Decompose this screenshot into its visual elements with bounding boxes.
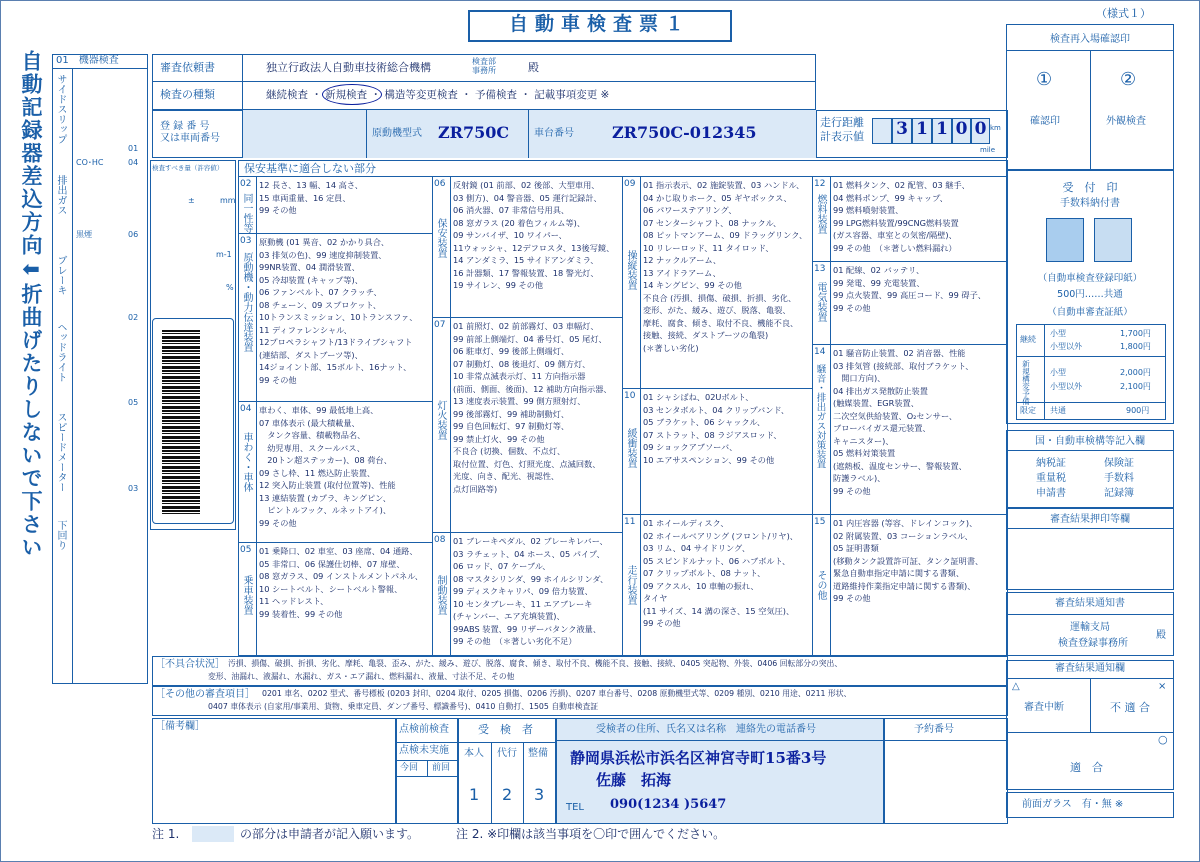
stamp1-caption: （自動車検査登録印紙） bbox=[1037, 273, 1143, 284]
cross-mark: × bbox=[1158, 681, 1167, 692]
fee-group-2: 新規構変予備 bbox=[1021, 360, 1031, 405]
circle-mark: ○ bbox=[1158, 733, 1168, 746]
section-body-13[interactable]: 01 配線、02 バッテリ、 99 発電、99 充電装置、 99 点火装置、99 高圧コード、99 碍子、 99 その他 bbox=[833, 265, 986, 313]
odo-digit[interactable]: 1 bbox=[912, 118, 932, 144]
section-name-08: 制動装置 bbox=[435, 575, 446, 615]
section-no-14: 14 bbox=[814, 347, 826, 357]
insertion-instruction: 自動記録器差込方向⬅折曲げたりしないで下さい bbox=[19, 50, 43, 559]
col-brake: ブレーキ bbox=[55, 255, 66, 295]
unit-percent: % bbox=[226, 283, 234, 292]
front-glass-label[interactable]: 前面ガラス 有・無 ※ bbox=[1022, 799, 1124, 810]
fee-kind-3: 小型以外 bbox=[1050, 382, 1082, 391]
registration-label: 登 録 番 号 又は車両番号 bbox=[160, 121, 220, 144]
reentry-title: 検査再入場確認印 bbox=[1050, 34, 1130, 45]
section-body-03[interactable]: 原動機 (01 異音、02 かかり具合、 03 排気の色)、99 速度抑制装置、 99NR装置、04 潤滑装置、 05 冷却装置 (キャップ等)、 06 ファンベルト、07 クラッチ、 08 チェーン、09 スプロケット、 10トランスミッション、10トランスファ、 11 ディファレンシャル、 12プロペラシャフト/13ドライブシャフト (連結部、ダストブーツ等)、 14ジョイント部、15ボルト、16ナット、 99 その他 bbox=[259, 237, 418, 385]
role-num-2[interactable]: 2 bbox=[502, 785, 513, 804]
defect-status-line2: 変形、油漏れ、液漏れ、水漏れ、ガス・エア漏れ、燃料漏れ、液量、寸法不足、その他 bbox=[208, 672, 515, 681]
col-side-slip: サイドスリップ bbox=[55, 74, 66, 144]
role-proxy: 代行 bbox=[497, 748, 517, 759]
exterior-check-label: 外観検査 bbox=[1106, 116, 1146, 127]
notice-result-title: 審査結果通知欄 bbox=[1055, 663, 1125, 674]
section-no-05: 05 bbox=[240, 545, 252, 555]
co-hc-label: CO･HC bbox=[76, 158, 104, 167]
section-name-10: 緩衝装置 bbox=[625, 428, 636, 468]
code-01: 01 bbox=[128, 144, 139, 153]
form-number: （様式１） bbox=[1096, 7, 1151, 20]
revenue-stamp-1 bbox=[1046, 218, 1084, 262]
section-no-04: 04 bbox=[240, 404, 252, 414]
address-label: 受検者の住所、氏名又は名称 連絡先の電話番号 bbox=[596, 724, 816, 735]
request-dept: 検査部 事務所 bbox=[472, 57, 496, 76]
defect-status-label: ［不具合状況］ bbox=[155, 659, 225, 670]
fee-kind-2: 小型 bbox=[1050, 368, 1066, 377]
tolerance-note: 検査すべき量（許容値） bbox=[152, 164, 224, 172]
unit-m1: m-1 bbox=[216, 250, 232, 259]
tax-item-3: 手数料 bbox=[1104, 473, 1134, 484]
section-name-11: 走行装置 bbox=[625, 565, 636, 605]
role-num-3[interactable]: 3 bbox=[534, 785, 545, 804]
fee-title: 手数料納付書 bbox=[1060, 198, 1120, 209]
examinee-name[interactable]: 佐藤 拓海 bbox=[596, 771, 672, 789]
reservation-label: 予約番号 bbox=[914, 724, 954, 735]
chassis-label: 車台番号 bbox=[534, 128, 574, 139]
triangle-mark: △ bbox=[1012, 681, 1020, 692]
memo-box[interactable] bbox=[152, 718, 396, 824]
section-no-15: 15 bbox=[814, 517, 826, 527]
fee-kind-1: 小型以外 bbox=[1050, 342, 1082, 351]
fee-kind-0: 小型 bbox=[1050, 329, 1066, 338]
tax-title: 国・自動車検構等記入欄 bbox=[1035, 436, 1145, 447]
smoke-label: 黒煙 bbox=[76, 230, 92, 239]
role-self: 本人 bbox=[464, 748, 484, 759]
request-org: 独立行政法人自動車技術総合機構 bbox=[266, 61, 431, 74]
engine-value[interactable]: ZR750C bbox=[438, 123, 510, 142]
footer-note1: の部分は申請者が記入願います。 bbox=[240, 827, 420, 841]
suspend-label[interactable]: 審査中断 bbox=[1024, 702, 1064, 713]
reentry-circle-1: ① bbox=[1036, 69, 1053, 90]
pass-label[interactable]: 適 合 bbox=[1070, 761, 1103, 774]
col-headlight: ヘッドライト bbox=[55, 322, 66, 382]
fee-kind-4: 共通 bbox=[1050, 406, 1066, 415]
pre-unfinished-label: 点検未実施 bbox=[399, 745, 449, 756]
col-speedometer: スピードメーター bbox=[55, 412, 66, 492]
odo-digit[interactable]: 1 bbox=[932, 118, 952, 144]
fee-price-1: 1,800円 bbox=[1120, 342, 1151, 351]
section-no-11: 11 bbox=[624, 517, 636, 527]
code-06: 06 bbox=[128, 230, 139, 239]
examinee-label: 受 検 者 bbox=[478, 723, 533, 736]
address-line1[interactable]: 静岡県浜松市浜名区神宮寺町15番3号 bbox=[570, 749, 827, 767]
odo-digit[interactable]: 0 bbox=[971, 118, 990, 144]
other-items-line1: 0201 車名、0202 型式、番号標板 (0203 封印、0204 取付、0205 損傷、0206 汚損)、0207 車台番号、0208 原動機型式等、0209 種別、0210 用途、0211 形状、 bbox=[262, 689, 852, 698]
fee-price-0: 1,700円 bbox=[1120, 329, 1151, 338]
page-title: 自動車検査票１ bbox=[508, 13, 691, 35]
barcode-image bbox=[162, 330, 200, 514]
notice-title: 審査結果通知書 bbox=[1055, 598, 1125, 609]
section-body-09[interactable]: 01 指示表示、02 施錠装置、03 ハンドル、 04 かじ取りホーク、05 ギヤボックス、 06 パワーステアリング、 07 センターシャフト、08 ナックル、 08 ピットマンアーム、09 ドラッグリンク、 10 リレーロッド、11 タイロッド、 12 ナックルアーム、 13 アイドラアーム、 14 キングピン、99 その他 不良合 (汚損、損傷、破損、折損、劣化、 変形、がた、緩み、遊び、脱落、亀裂、 摩耗、腐食、傾き、取付不良、機能不良、 接触、接続、ダストブーツの亀裂) (＊著しい劣化) bbox=[643, 180, 808, 353]
odo-digit[interactable]: 3 bbox=[892, 118, 912, 144]
today-label: 今回 bbox=[400, 763, 419, 773]
section-no-06: 06 bbox=[434, 179, 446, 189]
notice-line1: 運輸支局 bbox=[1070, 622, 1110, 633]
device-header: 01 機器検査 bbox=[56, 55, 119, 66]
result-stamp-title: 審査結果押印等欄 bbox=[1050, 514, 1130, 525]
section-no-13: 13 bbox=[814, 264, 826, 274]
fee-group-4: 限定 bbox=[1020, 406, 1036, 415]
confirm-stamp-label: 確認印 bbox=[1030, 116, 1060, 127]
footer-note1-label: 注 1. bbox=[152, 827, 180, 841]
section-no-10: 10 bbox=[624, 391, 636, 401]
footer-swatch bbox=[192, 826, 234, 842]
defect-status-line1: 汚損、損傷、破損、折損、劣化、摩耗、亀裂、歪み、がた、緩み、遊び、脱落、腐食、傾き、取付不良、機能不良、接触、接続、0405 突起物、外装、0406 回転部分の突出、 bbox=[228, 659, 843, 668]
section-no-03: 03 bbox=[240, 236, 252, 246]
fee-price-4: 900円 bbox=[1126, 406, 1150, 415]
section-name-06: 保安装置 bbox=[435, 218, 446, 258]
code-05: 05 bbox=[128, 398, 139, 407]
revenue-stamp-2 bbox=[1094, 218, 1132, 262]
section-body-02[interactable]: 12 長さ、13 幅、14 高さ、 15 車両重量、16 定員、 99 その他 bbox=[259, 180, 363, 215]
section-name-14: 騒音・排出ガス対策装置 bbox=[814, 364, 826, 469]
section-name-15: その他 bbox=[815, 570, 826, 600]
tax-item-2: 重量税 bbox=[1036, 473, 1066, 484]
section-name-02: 同一性等 bbox=[241, 193, 252, 233]
section-no-12: 12 bbox=[814, 179, 826, 189]
section-body-15[interactable]: 01 内圧容器 (等容、ドレインコック)、 02 附属装置、03 コーションラベル、 05 証明書類 (移動タンク設置許可証、タンク証明書、 緊急自動車指定申請に関する書類、 道路維持作業指定申請に関する書類)、 99 その他 bbox=[833, 518, 984, 603]
memo-label: ［備考欄］ bbox=[155, 721, 205, 732]
unit-mm: mm bbox=[220, 196, 236, 205]
col-exhaust: 排出ガス bbox=[55, 175, 66, 215]
odo-digit[interactable] bbox=[872, 118, 892, 144]
section-name-13: 電気装置 bbox=[815, 282, 826, 322]
tax-item-5: 記録簿 bbox=[1104, 488, 1134, 499]
footer-note2: 注 2. ※印欄は該当事項を〇印で囲んでください。 bbox=[456, 827, 726, 841]
odo-digit[interactable]: 0 bbox=[952, 118, 971, 144]
section-no-09: 09 bbox=[624, 179, 636, 189]
section-name-04: 車わく・車体 bbox=[241, 432, 252, 492]
section-name-05: 乗車装置 bbox=[241, 575, 252, 615]
section-body-04[interactable]: 車わく、車体、99 最低地上高、 07 車体表示 (最大積載量、 タンク容量、積載物品名、 幼児専用、スクールバス、 20トン超ステッカー)、08 荷台、 09 さし枠、11 燃込防止装置、 12 突入防止装置 (取付位置等)、性能 13 連結装置 (カプラ、キングピン、 ピントルフック、ルネットアイ)、 99 その他 bbox=[259, 405, 396, 528]
last-label: 前回 bbox=[432, 763, 451, 773]
section-name-12: 燃料装置 bbox=[815, 194, 826, 234]
tax-item-4: 申請書 bbox=[1036, 488, 1066, 499]
fee-price-2: 2,000円 bbox=[1120, 368, 1151, 377]
section-body-06[interactable]: 反射鏡 (01 前部、02 後部、大型車用、 03 側方)、04 警音器、05 運行記録計、 06 消火器、07 非常信号用具、 08 窓ガラス (20 着色フィルム等)、 09 サンバイザ、10 ワイパー、 11ウォッシャ、12デフロスタ、13後写鏡、 14 アンダミラ、15 サイドアンダミラ、 16 計器類、17 警報装置、18 警光灯、 19 サイレン、99 その他 bbox=[453, 180, 615, 290]
section-body-08[interactable]: 01 ブレーキペダル、02 ブレーキレバー、 03 ラチェット、04 ホース、05 パイプ、 06 ロッド、07 ケーブル、 08 マスタシリンダ、99 ホイルシリンダ、 99 ディスクキャリパ、09 倍力装置、 10 センタブレーキ、11 エアブレーキ (チャンバー、エア充填装置)、 99ABS 装置、99 リザーバタンク液量、 99 その他 （＊著しい劣化不足） bbox=[453, 536, 609, 646]
stamp1-price: 500円……共通 bbox=[1057, 289, 1123, 300]
notice-line2: 検査登録事務所 bbox=[1058, 638, 1128, 649]
inspection-type-label: 検査の種類 bbox=[160, 88, 215, 101]
nonconform-header: 保安基準に適合しない部分 bbox=[244, 162, 376, 175]
role-num-1[interactable]: 1 bbox=[469, 785, 480, 804]
request-dept-suffix: 殿 bbox=[528, 61, 539, 74]
section-body-10[interactable]: 01 シャシばね、02Uボルト、 03 センタボルト、04 クリップバンド、 05 ブラケット、06 シャックル、 07 ストラット、08 ラジアスロッド、 09 ショックアブソーバ、 10 エアサスペンション、99 その他 bbox=[643, 392, 790, 465]
section-name-09: 操縦装置 bbox=[625, 250, 636, 290]
selected-type-circle bbox=[322, 84, 382, 105]
pre-check-label: 点検前検査 bbox=[399, 724, 449, 735]
section-no-02: 02 bbox=[240, 179, 252, 189]
section-body-05[interactable]: 01 乗降口、02 車室、03 座席、04 通路、 05 非常口、06 保護仕切棒、07 扉壁、 08 窓ガラス、09 インストルメントパネル、 10 シートベルト、シートベルト警報、 11 ヘッドレスト、 99 装着性、99 その他 bbox=[259, 546, 423, 619]
receipt-title: 受 付 印 bbox=[1062, 181, 1118, 194]
unit-plusminus: ± bbox=[188, 196, 195, 205]
fee-group-0: 継続 bbox=[1020, 335, 1036, 344]
request-label: 審査依頼書 bbox=[160, 61, 215, 74]
section-name-03: 原動機・動力伝達装置 bbox=[241, 252, 252, 352]
other-items-line2: 0407 車体表示 (自家用/事業用、貨物、乗車定員、ダンプ番号、標識番号)、0410 自動打、1505 自動車検査証 bbox=[208, 702, 599, 711]
tax-item-1: 保険証 bbox=[1104, 458, 1134, 469]
col-underbody: 下回り bbox=[55, 520, 66, 550]
section-body-14[interactable]: 01 騒音防止装置、02 消音器、性能 03 排気管 (接続部、取付ブラケット、 開口方向)、 04 排出ガス発散防止装置 (触媒装置、EGR装置、 二次空気供給装置、O₂センサー、 ブローバイガス還元装置、 キャニスター)、 05 燃料対策装置 (遮熱板、温度センサー、警報装置、 防護ラベル)、 99 その他 bbox=[833, 348, 974, 496]
section-name-07: 灯火装置 bbox=[435, 400, 446, 440]
tel-label: TEL bbox=[566, 802, 584, 813]
odometer-label: 走行距離 計表示値 bbox=[820, 116, 864, 143]
reentry-circle-2: ② bbox=[1120, 69, 1137, 90]
odometer-digits[interactable] bbox=[872, 118, 990, 144]
code-02: 02 bbox=[128, 313, 139, 322]
fail-label[interactable]: 不 適 合 bbox=[1110, 701, 1150, 714]
role-maint: 整備 bbox=[528, 748, 548, 759]
fee-price-3: 2,100円 bbox=[1120, 382, 1151, 391]
stamp2-caption: （自動車審査証紙） bbox=[1047, 307, 1133, 318]
other-items-label: ［その他の審査項目］ bbox=[155, 689, 255, 700]
section-body-12[interactable]: 01 燃料タンク、02 配管、03 継手、 04 燃料ポンプ、99 キャップ、 99 燃料噴射装置、 99 LPG燃料装置/99CNG燃料装置 (ガス容器、車室との気密/隔壁)、 99 その他 （＊著しい燃料漏れ） bbox=[833, 180, 970, 253]
inspection-type-options[interactable]: 継続検査 ・ 新規検査 ・ 構造等変更検査 ・ 予備検査 ・ 記載事項変更 ※ bbox=[266, 89, 610, 101]
chassis-value[interactable]: ZR750C-012345 bbox=[612, 123, 757, 142]
odo-unit-km: km bbox=[990, 124, 1001, 132]
section-body-07[interactable]: 01 前照灯、02 前部霧灯、03 車幅灯、 99 前部上側端灯、04 番号灯、05 尾灯、 06 駐車灯、99 後部上側端灯、 07 制動灯、08 後退灯、09 側方灯、 10 非常点滅表示灯、11 方向指示器 (前面、側面、後面)、12 補助方向指示器、 13 速度表示装置、99 側方照射灯、 99 後部霧灯、99 補助制動灯、 99 自色回転灯、97 制動灯等、 99 禁止灯火、99 その他 不良合 (切換、個数、不点灯、 取付位置、灯色、灯照光度、点滅回数、 光度、向き、配光、視認性、 点灯回路等) bbox=[453, 321, 612, 494]
section-no-07: 07 bbox=[434, 320, 446, 330]
section-body-11[interactable]: 01 ホイールディスク、 02 ホイールベアリング (フロント/リヤ)、 03 リム、04 サイドリング、 05 スピンドルナット、06 ハブボルト、 07 クリップボルト、08 ナット、 09 アクスル、10 車軸の振れ、 タイヤ (11 サイズ、14 溝の深さ、15 空気圧)、 99 その他 bbox=[643, 518, 798, 628]
odo-unit-mile: mile bbox=[980, 146, 996, 154]
section-no-08: 08 bbox=[434, 535, 446, 545]
code-03: 03 bbox=[128, 484, 139, 493]
tel-value[interactable]: 090(1234 )5647 bbox=[610, 797, 727, 812]
engine-label: 原動機型式 bbox=[372, 128, 422, 139]
notice-suffix: 殿 bbox=[1156, 630, 1166, 641]
tax-item-0: 納税証 bbox=[1036, 458, 1066, 469]
code-04: 04 bbox=[128, 158, 139, 167]
